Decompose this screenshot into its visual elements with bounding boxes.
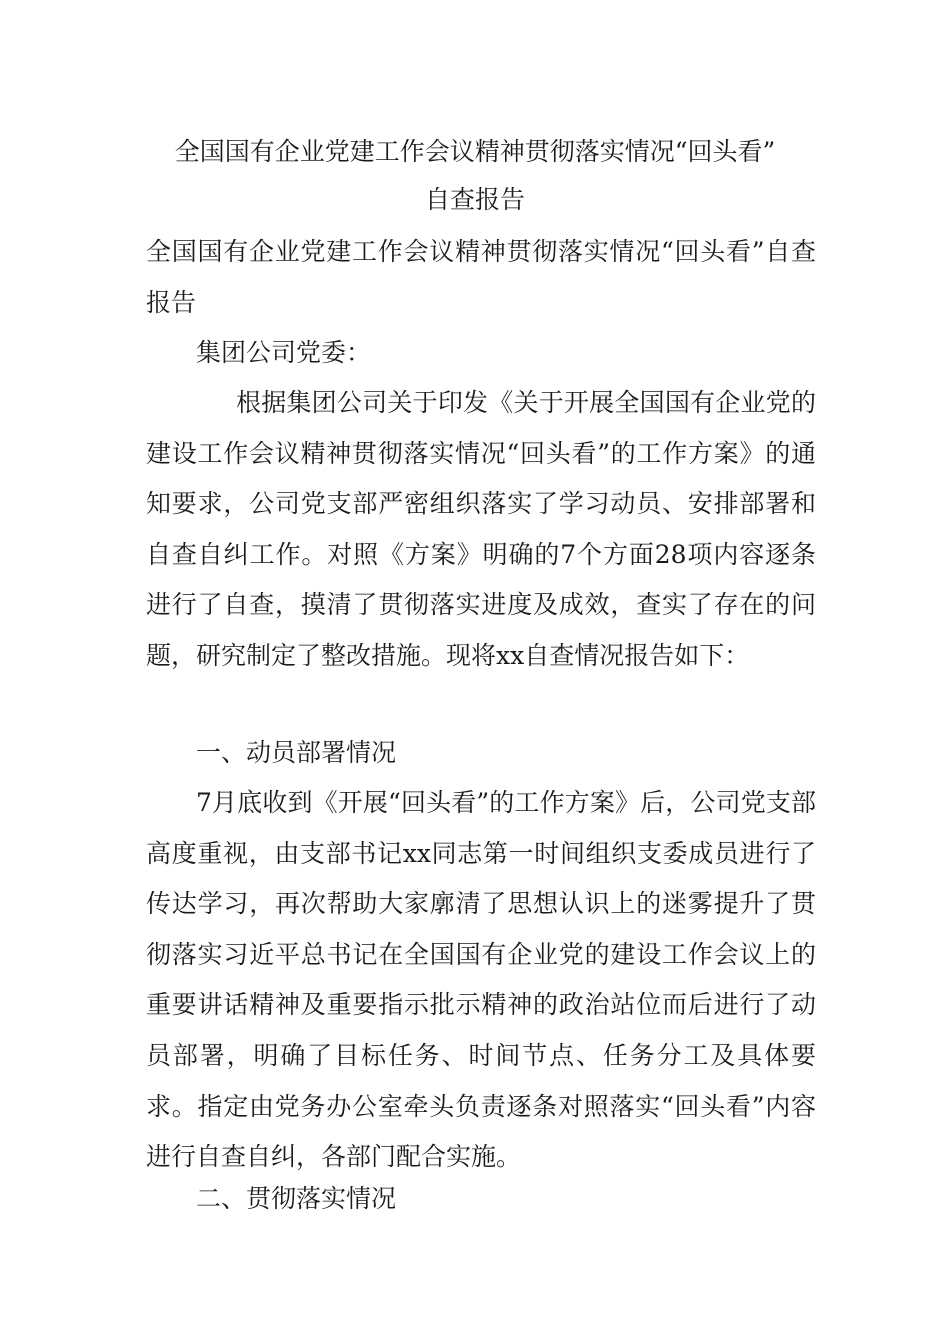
paragraph-intro: 根据集团公司关于印发《关于开展全国国有企业党的建设工作会议精神贯彻落实情况“回头看”的工作方案》的通知要求，公司党支部严密组织落实了学习动员、安排部署和自查自纠工作。对照《方案》明确的7个方面28项内容逐条进行了自查，摸清了贯彻落实进度及成效，查实了存在的问题，研究制定了整改措施。现将xx自查情况报告如下：: [146, 388, 816, 670]
document-subtitle: 全国国有企业党建工作会议精神贯彻落实情况“回头看”自查报告: [146, 237, 816, 317]
document-title-line1: 全国国有企业党建工作会议精神贯彻落实情况“回头看”: [174, 137, 776, 166]
section-heading-2: 二、贯彻落实情况: [196, 1184, 397, 1213]
document-title-line2: 自查报告: [424, 185, 525, 214]
salutation: 集团公司党委：: [196, 338, 372, 367]
paragraph-mobilization: 7月底收到《开展“回头看”的工作方案》后，公司党支部高度重视，由支部书记xx同志第一时间组织支委成员进行了传达学习，再次帮助大家廓清了思想认识上的迷雾提升了贯彻落实习近平总书记在全国国有企业党的建设工作会议上的重要讲话精神及重要指示批示精神的政治站位而后进行了动员部署，明确了目标任务、时间节点、任务分工及具体要求。指定由党务办公室牵头负责逐条对照落实“回头看”内容进行自查自纠，各部门配合实施。: [146, 788, 816, 1172]
section-heading-1: 一、动员部署情况: [196, 738, 397, 767]
